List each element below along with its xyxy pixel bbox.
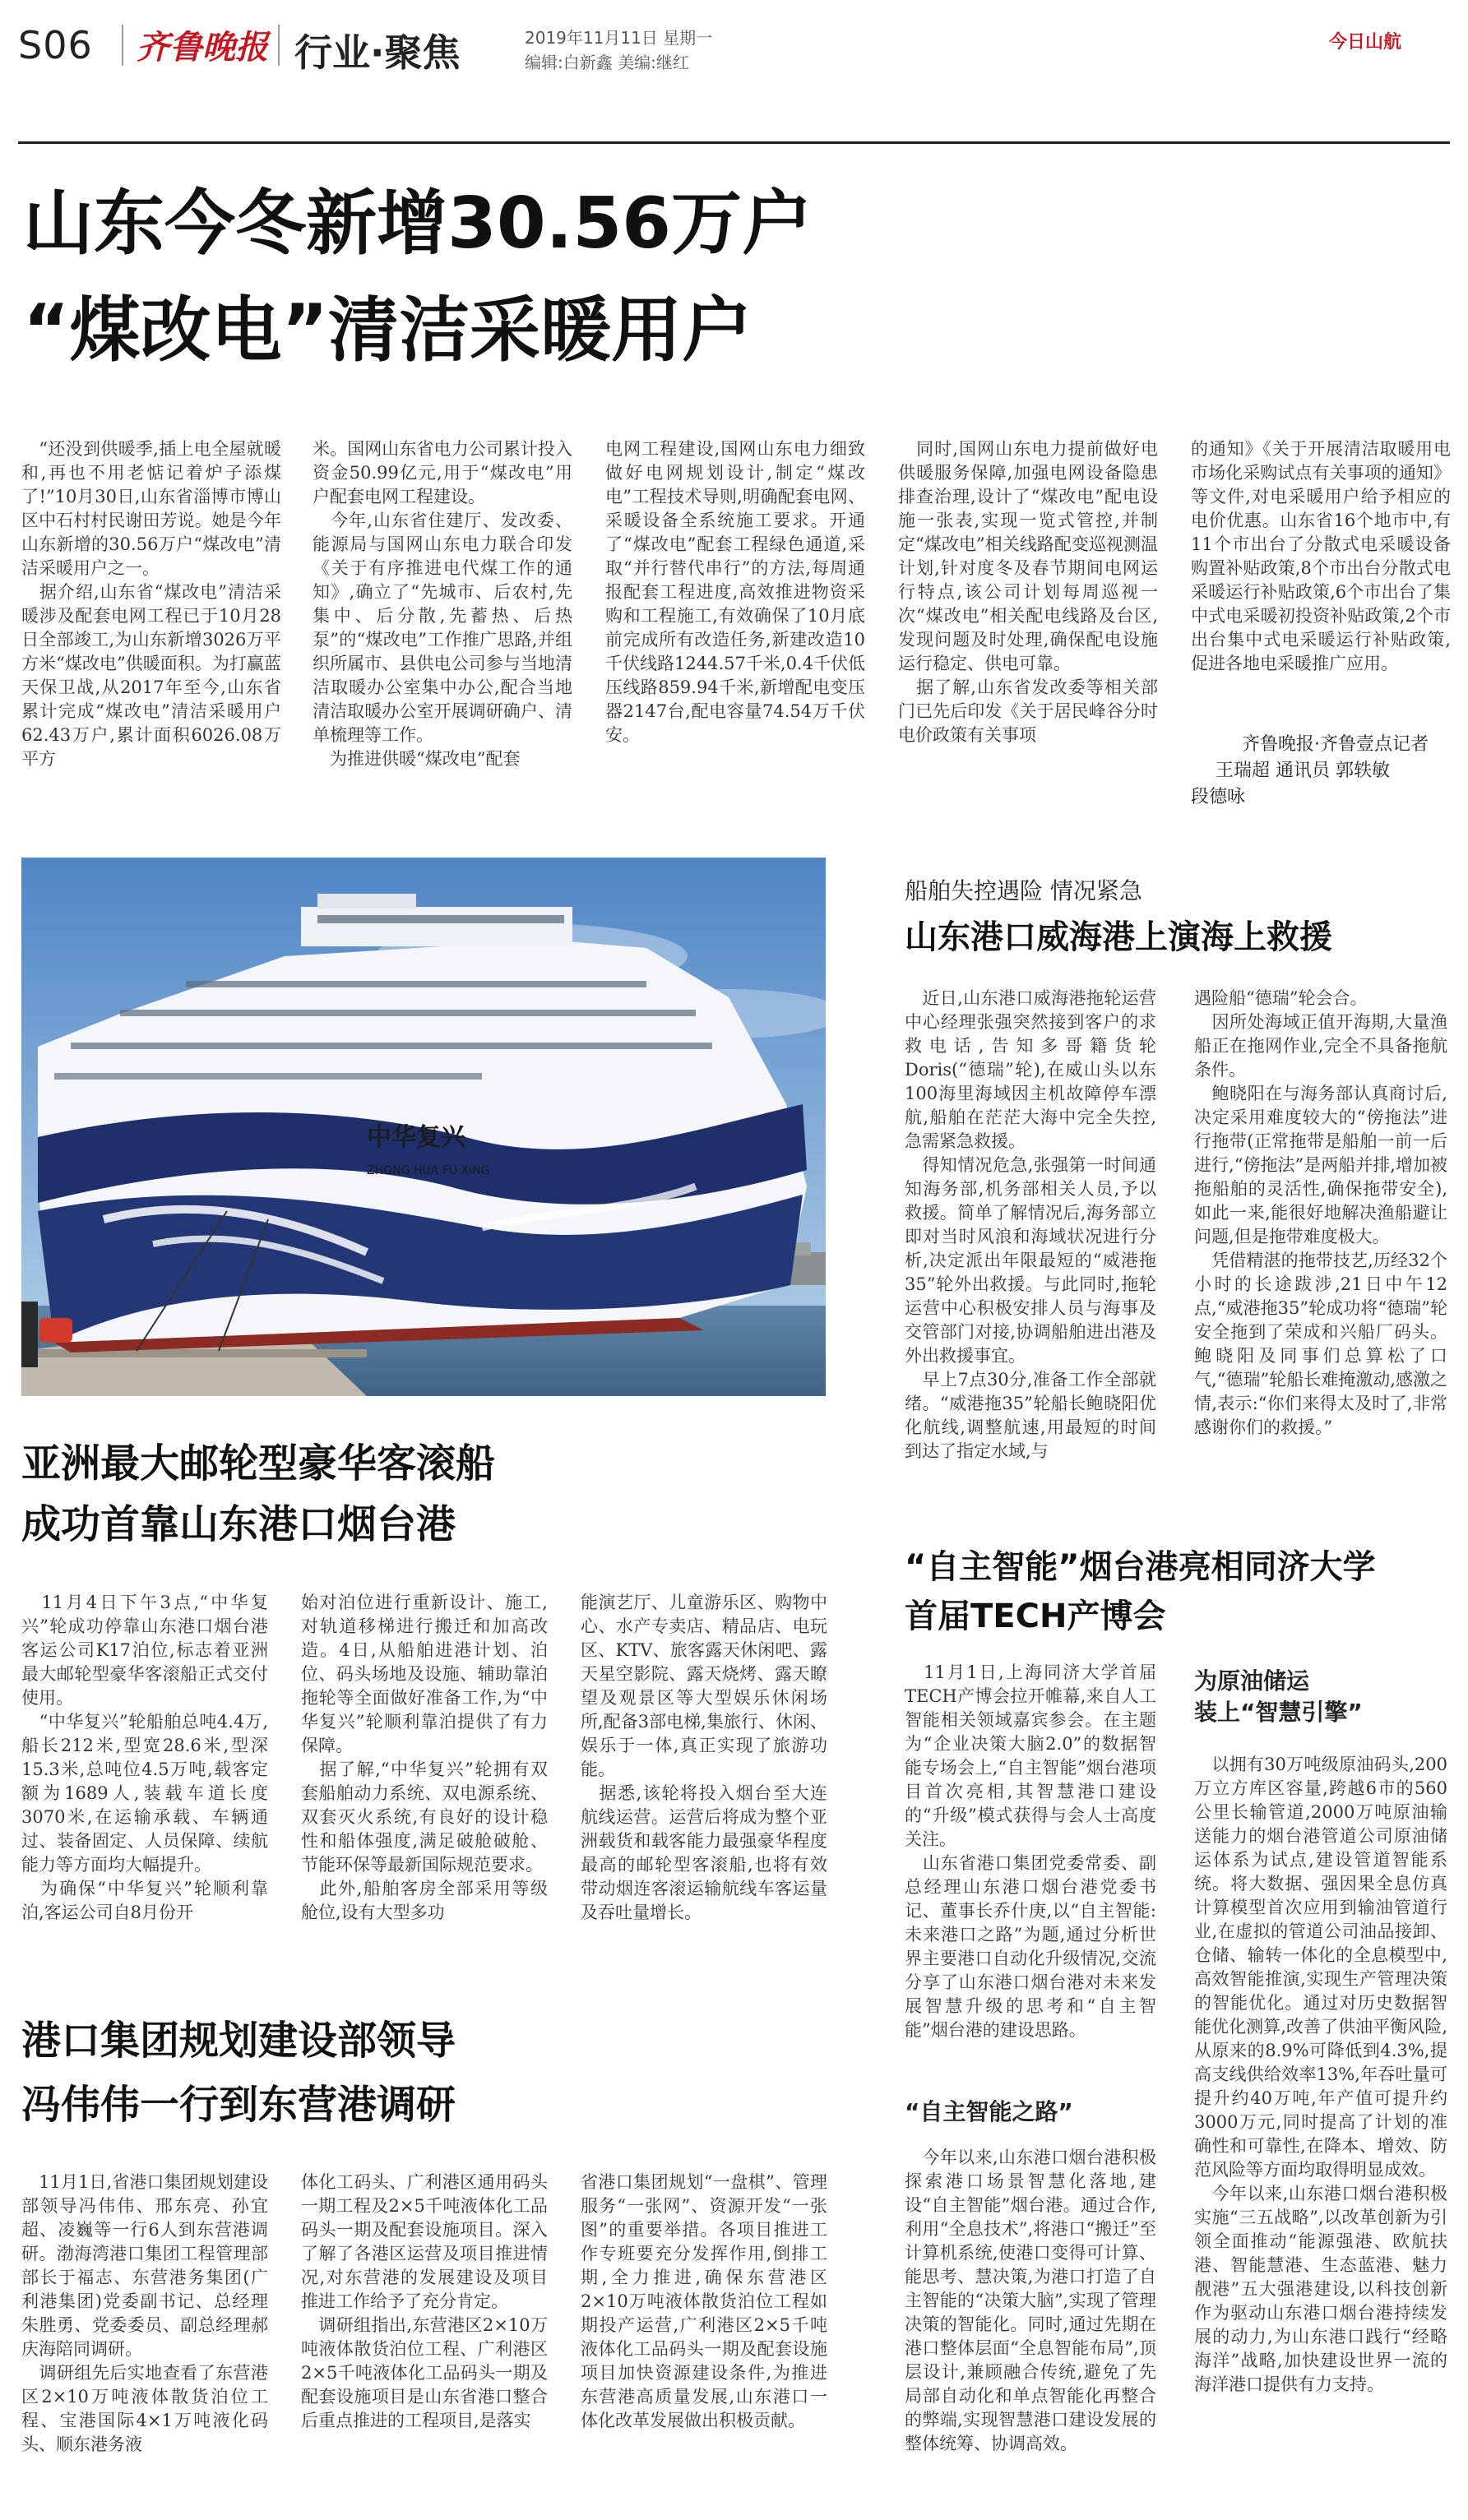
tech-side-head-2: 装上“智慧引擎” [1194, 1699, 1363, 1726]
tech-subhead: “自主智能之路” [905, 2098, 1073, 2125]
visit-column-3: 省港口集团规划“一盘棋”、管理服务“一张网”、资源开发“一张图”的重要举措。各项目推进工作专班要充分发挥作用,倒排工期,全力推进,确保东营港区2×10万吨液体散货泊位工程如期投产运营,广利港区2×5千吨液体化工品码头一期及配套设施项目加快资源建设条件,为推进东营港高质量发展,山东港口一体化改革发展做出积极贡献。 [581, 2172, 827, 2430]
lead-headline-line1: 山东今冬新增30.56万户 [23, 183, 813, 265]
ship-headline-line2: 成功首靠山东港口烟台港 [21, 1501, 456, 1547]
page-number: S06 [18, 23, 93, 67]
lead-column-4: 同时,国网山东电力提前做好电供暖服务保障,加强电网设备隐患排查治理,设计了“煤改电”配电设施一张表,实现一览式管控,并制定“煤改电”相关线路配变巡视测温计划,针对度冬及春节期间电网运行特点,该公司计划每周巡视一次“煤改电”相关配电线路及台区,发现问题及时处理,确保配电设施运行稳定、供电可靠。 据了解,山东省发改委等相关部门已先后印发《关于居民峰谷分时电价政策有关事项 [898, 439, 1158, 745]
rescue-kicker: 船舶失控遇险 情况紧急 [905, 877, 1142, 904]
tech-headline-line2: 首届TECH产博会 [905, 1598, 1166, 1635]
header-rule [18, 141, 1450, 144]
rescue-column-1: 近日,山东港口威海港拖轮运营中心经理张强突然接到客户的求救电话,告知多哥籍货轮Doris(“德瑞”轮),在威山头以东100海里海域因主机故障停车漂航,船舶在茫茫大海中完全失控,急需紧急救援。 得知情况危急,张强第一时间通知海务部,机务部相关人员,予以救援。简单了解情况后,海务部立即对当时风浪和海域状况进行分析,决定派出年限最短的“威港拖35”轮外出救援。与此同时,拖轮运营中心积极安排人员与海事及交管部门对接,协调船舶进出港及外出救援事宜。 早上7点30分,准备工作全部就绪。“威港拖35”轮船长鲍晓阳优化航线,调整航速,用最短的时间到达了指定水域,与 [905, 988, 1156, 1461]
lead-column-5: 的通知》《关于开展清洁取暖用电市场化采购试点有关事项的通知》等文件,对电采暖用户给予相应的电价优惠。山东省16个地市中,有11个市出台了分散式电采暖设备购置补贴政策,8个市出台分散式电采暖运行补贴政策,6个市出台了集中式电采暖初投资补贴政策,2个市出台集中式电采暖运行补贴政策,促进各地电采暖推广应用。 [1191, 439, 1451, 673]
header-divider [122, 25, 123, 66]
lead-byline-3: 段德咏 [1191, 787, 1246, 807]
ship-illustration [21, 858, 826, 1396]
visit-headline-line2: 冯伟伟一行到东营港调研 [21, 2082, 456, 2128]
lead-column-2: 米。国网山东省电力公司累计投入资金50.99亿元,用于“煤改电”用户配套电网工程建设。 今年,山东省住建厅、发改委、能源局与国网山东电力联合印发《关于有序推进电代煤工作的通知》,确立了“先城市、后农村,先集中、后分散,先蓄热、后热泵”的“煤改电”工作推广思路,并组织所属市、县供电公司参与当地清洁取暖办公室集中办公,配合当地清洁取暖办公室开展调研确户、清单梳理等工作。 为推进供暖“煤改电”配套 [313, 439, 572, 769]
issue-date: 2019年11月11日 星期一 [525, 28, 713, 48]
rescue-headline: 山东港口威海港上演海上救援 [905, 918, 1332, 956]
visit-column-1: 11月1日,省港口集团规划建设部领导冯伟伟、邢东亮、孙宜超、凌巍等一行6人到东营港调研。渤海湾港口集团工程管理部部长于福志、东营港务集团(广利港集团)党委副书记、总经理朱胜勇、党委委员、副总经理郝庆海陪同调研。 调研组先后实地查看了东营港区2×10万吨液体散货泊位工程、宝港国际4×1万吨液化码头、顺东港务液 [21, 2172, 268, 2454]
ship-name-chinese: 中华复兴 [367, 1123, 465, 1152]
editor-credits: 编辑:白新鑫 美编:继红 [525, 53, 689, 72]
lead-byline-1: 齐鲁晚报·齐鲁壹点记者 [1242, 734, 1429, 755]
lead-byline-2: 王瑞超 通讯员 郭轶敏 [1216, 761, 1390, 781]
tech-headline-line1: “自主智能”烟台港亮相同济大学 [905, 1548, 1376, 1586]
tech-side-head-1: 为原油储运 [1194, 1667, 1310, 1695]
ship-name-pinyin: ZHONG HUA FU XING [367, 1164, 490, 1177]
tech-column-1: 11月1日,上海同济大学首届TECH产博会拉开帷幕,来自人工智能相关领域嘉宾参会。在主题为“企业决策大脑2.0”的数据智能专场会上,“自主智能”烟台港项目首次亮相,其智慧港口建设的“升级”模式获得与会人士高度关注。 山东省港口集团党委常委、副总经理山东港口烟台港党委书记、董事长乔什庚,以“自主智能:未来港口之路”为题,通过分析世界主要港口自动化升级情况,交流分享了山东港口烟台港对未来发展智慧升级的思考和“自主智能”烟台港的建设思路。 [905, 1662, 1156, 2040]
section-tag: 今日山航 [1329, 32, 1402, 53]
visit-headline-line1: 港口集团规划建设部领导 [21, 2018, 456, 2064]
lead-headline-line2: “煤改电”清洁采暖用户 [23, 289, 753, 372]
ship-column-3: 能演艺厅、儿童游乐区、购物中心、水产专卖店、精品店、电玩区、KTV、旅客露天休闲吧、露天星空影院、露天烧烤、露天瞭望及观景区等大型娱乐休闲场所,配备3部电梯,集旅行、休闲、娱乐于一体,真正实现了旅游功能。 据悉,该轮将投入烟台至大连航线运营。运营后将成为整个亚洲载货和载客能力最强豪华程度最高的邮轮型客滚船,也将有效带动烟连客滚运输航线车客运量及吞吐量增长。 [581, 1593, 827, 1922]
newspaper-logo: 齐鲁晚报 [137, 28, 268, 67]
section-title: 行业·聚焦 [294, 30, 461, 75]
ship-column-2: 始对泊位进行重新设计、施工,对轨道移梯进行搬迁和加高改造。4日,从船舶进港计划、泊位、码头场地及设施、辅助靠泊拖轮等全面做好准备工作,为“中华复兴”轮顺利靠泊提供了有力保障。 据了解,“中华复兴”轮拥有双套船舶动力系统、双电源系统、双套灭火系统,有良好的设计稳性和船体强度,满足破舱破舱、节能环保等最新国际规范要求。 此外,船舶客房全部采用等级舱位,设有大型多功 [301, 1593, 548, 1922]
tech-column-1b: 今年以来,山东港口烟台港积极探索港口场景智慧化落地,建设“自主智能”烟台港。通过合作,利用“全息技术”,将港口“搬迁”至计算机系统,使港口变得可计算、能思考、慧决策,为港口打造了自主智能的“决策大脑”,实现了管理决策的智能化。同时,通过先期在港口整体层面“全息智能布局”,顶层设计,兼顾融合传统,避免了先局部自动化和单点智能化再整合的弊端,实现智慧港口建设发展的整体统筹、协调高效。 [905, 2148, 1156, 2453]
header-divider [278, 25, 280, 66]
ship-column-1: 11月4日下午3点,“中华复兴”轮成功停靠山东港口烟台港客运公司K17泊位,标志着亚洲最大邮轮型豪华客滚船正式交付使用。 “中华复兴”轮船舶总吨4.4万,船长212米,型宽28.6米,型深15.3米,总吨位4.5万吨,载客定额为1689人,装载车道长度3070米,在运输承载、车辆通过、装备固定、人员保障、续航能力等方面均大幅提升。 为确保“中华复兴”轮顺利靠泊,客运公司自8月份开 [21, 1593, 268, 1922]
visit-column-2: 体化工码头、广利港区通用码头一期工程及2×5千吨液体化工品码头一期及配套设施项目。深入了解了各港区运营及项目推进情况,对东营港的发展建设及项目推进工作给予了充分肯定。 调研组指出,东营港区2×10万吨液体散货泊位工程、广利港区2×5千吨液体化工品码头一期及配套设施项目是山东省港口整合后重点推进的工程项目,是落实 [301, 2172, 548, 2430]
rescue-column-2: 遇险船“德瑞”轮会合。 因所处海域正值开海期,大量渔船正在拖网作业,完全不具备拖航条件。 鲍晓阳在与海务部认真商讨后,决定采用难度较大的“傍拖法”进行拖带(正常拖带是船舶一前一后进行,“傍拖法”是两船并排,增加被拖船舶的灵活性,确保拖带安全),如此一来,能很好地解决渔船避让问题,但是拖带难度极大。 凭借精湛的拖带技艺,历经32个小时的长途跋涉,21日中午12点,“威港拖35”轮成功将“德瑞”轮安全拖到了荣成和兴船厂码头。鲍晓阳及同事们总算松了口气,“德瑞”轮船长难掩激动,感激之情,表示:“你们来得太及时了,非常感谢你们的救援。” [1194, 988, 1447, 1437]
tech-column-2: 以拥有30万吨级原油码头,200万立方库区容量,跨越6市的560公里长输管道,2000万吨原油输送能力的烟台港管道公司原油储运体系为试点,建设管道智能系统。将大数据、强因果全息仿真计算模型首次应用到输油管道行业,在虚拟的管道公司油品接卸、仓储、输转一体化的全息模型中,高效智能推演,实现生产管理决策的智能优化。通过对历史数据智能优化测算,改善了供油平衡风险,从原来的8.9%可降低到4.3%,提高支线供给效率13%,年吞吐量可提升约40万吨,年产值可提升约3000万元,同时提高了计划的准确性和可靠性,在降本、增效、防范风险等方面均取得明显成效。 今年以来,山东港口烟台港积极实施“三五战略”,以改革创新为引领全面推动“能源强港、欧航扶港、智能慧港、生态蓝港、魅力靓港”五大强港建设,以科技创新作为驱动山东港口烟台港持续发展的动力,为山东港口践行“经略海洋”战略,加快建设世界一流的海洋港口提供有力支持。 [1194, 1755, 1447, 2394]
lead-column-1: “还没到供暖季,插上电全屋就暖和,再也不用老惦记着炉子添煤了!”10月30日,山东省淄博市博山区中石村村民谢田芳说。她是今年山东新增的30.56万户“煤改电”清洁采暖用户之一。 据介绍,山东省“煤改电”清洁采暖涉及配套电网工程已于10月28日全部竣工,为山东新增3026万平方米“煤改电”供暖面积。为打赢蓝天保卫战,从2017年至今,山东省累计完成“煤改电”清洁采暖用户62.43万户,累计面积6026.08万平方 [21, 439, 281, 769]
ship-headline-line1: 亚洲最大邮轮型豪华客滚船 [21, 1440, 496, 1487]
lead-column-3: 电网工程建设,国网山东电力细致做好电网规划设计,制定“煤改电”工程技术导则,明确配套电网、采暖设备全系统施工要求。开通了“煤改电”配套工程绿色通道,采取“并行替代串行”的方法,每周通报配套工程进度,高效推进物资采购和工程施工,有效确保了10月底前完成所有改造任务,新建改造10千伏线路1244.57千米,0.4千伏低压线路859.94千米,新增配电变压器2147台,配电容量74.54万千伏安。 [605, 439, 865, 745]
ship-photo [21, 858, 826, 1396]
